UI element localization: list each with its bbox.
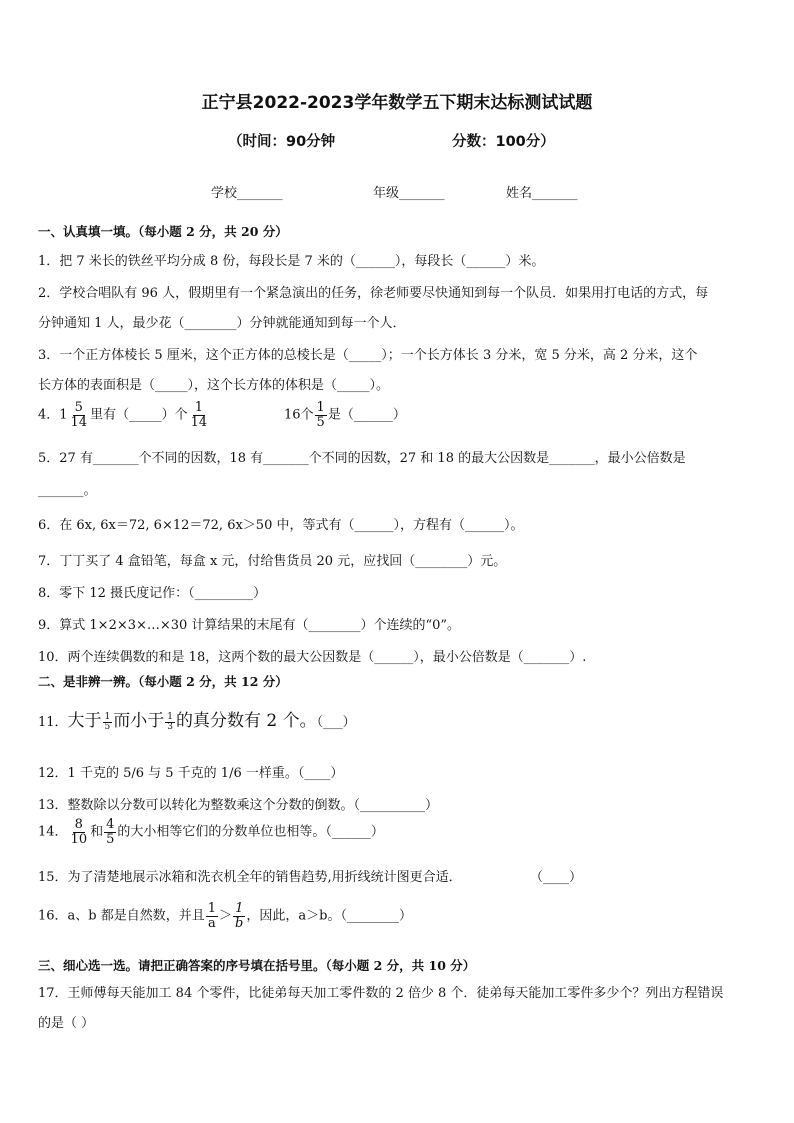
section-heading-1: 一、认真填一填。（每小题 2 分，共 20 分） bbox=[38, 224, 288, 239]
q4-prefix: 4．1 bbox=[38, 407, 68, 423]
section-heading-2: 二、是非辨一辨。（每小题 2 分，共 12 分） bbox=[38, 674, 288, 689]
page-title: 正宁县2022-2023学年数学五下期末达标测试试题 bbox=[201, 93, 593, 113]
section-heading-3: 三、细心选一选。请把正确答案的序号填在括号里。（每小题 2 分，共 10 分） bbox=[38, 958, 476, 973]
school-field: 学校_______ bbox=[211, 186, 283, 201]
question-5-line-2: _______。 bbox=[38, 483, 97, 498]
q16-fraction-2: $\frac{1}{b}$ bbox=[235, 901, 244, 931]
q4-fraction-1: $\frac{5}{14}$ bbox=[70, 400, 88, 430]
question-9: 9．算式 1×2×3×…×30 计算结果的末尾有（________）个连续的“0”。 bbox=[38, 618, 461, 633]
q11-fraction-2: $\frac{1}{3}$ bbox=[167, 711, 174, 732]
question-14 bbox=[38, 818, 384, 846]
q16-suffix: ，因此，a＞b。（________） bbox=[246, 908, 412, 924]
q11-prefix: 11． bbox=[38, 715, 68, 730]
question-4 bbox=[38, 401, 210, 429]
q4-mid: 里有（_____）个 bbox=[90, 407, 188, 423]
name-field: 姓名_______ bbox=[506, 186, 578, 201]
question-6: 6．在 6x, 6x＝72, 6×12＝72, 6x＞50 中，等式有（______），方程有（______）。 bbox=[38, 518, 524, 533]
question-7: 7．丁丁买了 4 盒铅笔，每盒 x 元，付给售货员 20 元，应找回（________）元。 bbox=[38, 554, 507, 569]
q14-suffix: 的大小相等它们的分数单位也相等。（______） bbox=[117, 824, 384, 840]
q16-op: ＞ bbox=[219, 908, 233, 924]
q4-p2-suffix: 是（______） bbox=[327, 407, 406, 423]
q11-text: 大于 bbox=[67, 711, 102, 731]
q14-prefix: 14． bbox=[38, 824, 68, 840]
question-11 bbox=[38, 706, 356, 732]
q14-mid: 和 bbox=[90, 824, 104, 840]
question-16 bbox=[38, 902, 412, 930]
question-2-line-2: 分钟通知 1 人，最少花（________）分钟就能通知到每一个人． bbox=[38, 316, 406, 331]
question-3-line-1: 3．一个正方体棱长 5 厘米，这个正方体的总棱长是（_____）；一个长方体长 3 分米，宽 5 分米，高 2 分米，这个 bbox=[38, 348, 698, 363]
q11-suffix: 的真分数有 2 个。 bbox=[176, 711, 317, 731]
question-17-line-2: 的是（ ） bbox=[38, 1016, 95, 1031]
q16-prefix: 16．a、b 都是自然数，并且 bbox=[38, 908, 205, 924]
q11-mid: 而小于 bbox=[113, 711, 165, 731]
question-12: 12．1 千克的 5/6 与 5 千克的 1/6 一样重。（____） bbox=[38, 766, 344, 781]
q14-fraction-2: $\frac{4}{5}$ bbox=[106, 817, 115, 847]
question-1: 1．把 7 米长的铁丝平均分成 8 份，每段长是 7 米的（______），每段长（______）米。 bbox=[38, 254, 545, 269]
question-15-blank: （____） bbox=[530, 870, 583, 885]
question-5-line-1: 5．27 有_______个不同的因数，18 有_______个不同的因数，27 和 18 的最大公因数是_______，最小公倍数是 bbox=[38, 451, 686, 466]
question-13: 13．整数除以分数可以转化为整数乘这个分数的倒数。（__________） bbox=[38, 798, 439, 813]
q4-p2-prefix: 16个 bbox=[284, 407, 314, 423]
question-10: 10．两个连续偶数的和是 18，这两个数的最大公因数是（______），最小公倍数是（_______）. bbox=[38, 650, 587, 665]
question-2-line-1: 2．学校合唱队有 96 人，假期里有一个紧急演出的任务，徐老师要尽快通知到每一个队员．如果用打电话的方式，每 bbox=[38, 286, 709, 301]
question-4-part-2 bbox=[284, 401, 406, 429]
q16-fraction-1: $\frac{1}{a}$ bbox=[207, 901, 217, 931]
time-label: （时间：90分钟 bbox=[228, 134, 336, 150]
question-8: 8．零下 12 摄氏度记作：（_________） bbox=[38, 586, 267, 601]
q4-fraction-2: $\frac{1}{14}$ bbox=[190, 400, 208, 430]
q14-fraction-1: $\frac{8}{10}$ bbox=[70, 817, 88, 847]
q11-fraction-1: $\frac{1}{5}$ bbox=[104, 711, 111, 732]
question-3-line-2: 长方体的表面积是（_____），这个长方体的体积是（_____）。 bbox=[38, 378, 390, 393]
question-15: 15．为了清楚地展示冰箱和洗衣机全年的销售趋势,用折线统计图更合适． bbox=[38, 870, 462, 885]
question-17-line-1: 17．王师傅每天能加工 84 个零件，比徒弟每天加工零件数的 2 倍少 8 个．徒弟每天能加工零件多少个？列出方程错误 bbox=[38, 986, 724, 1001]
q11-blank: （___） bbox=[316, 715, 356, 730]
score-label: 分数：100分） bbox=[452, 134, 555, 150]
grade-field: 年级_______ bbox=[373, 186, 445, 201]
q4-fraction-3: $\frac{1}{5}$ bbox=[316, 400, 325, 430]
